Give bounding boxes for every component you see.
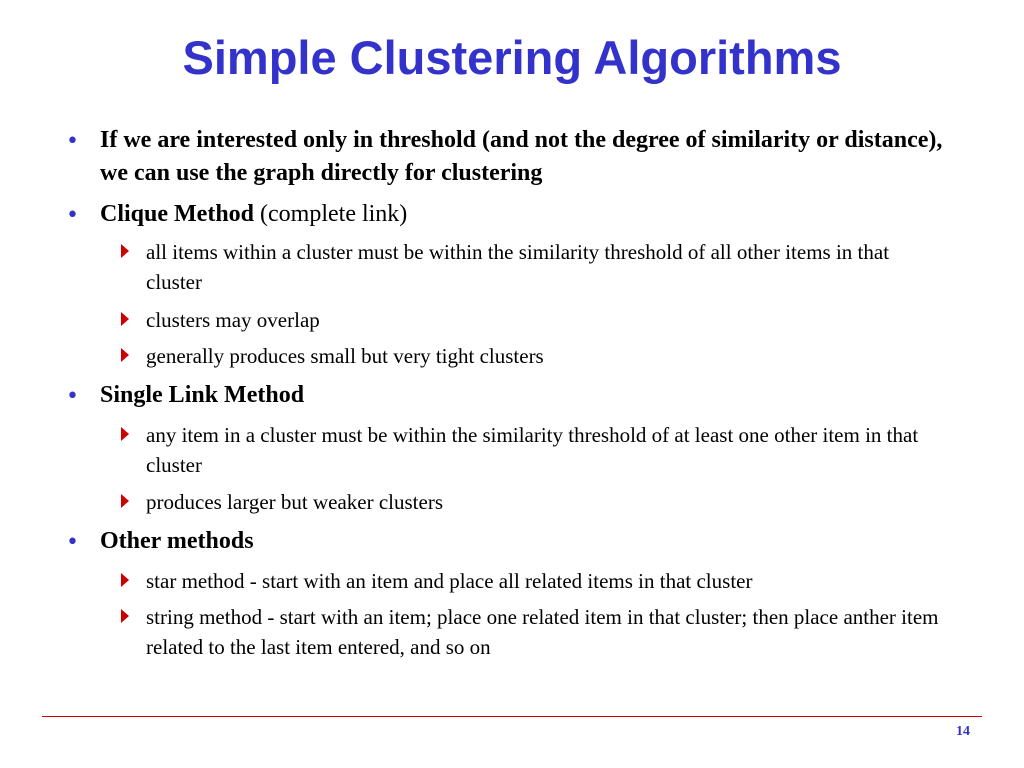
arrow-bullet-icon (121, 244, 129, 258)
bullet-text-normal: (complete link) (260, 201, 408, 227)
arrow-bullet-icon (121, 573, 129, 587)
slide-title: Simple Clustering Algorithms (182, 31, 842, 84)
sub-bullet-text: string method - start with an item; place one related item in that cluster; then place anther item related to the last item entered, and so on (146, 605, 939, 659)
bullet-item (66, 379, 960, 412)
arrow-bullet-icon (121, 312, 129, 326)
sub-bullet-text: all items within a cluster must be within the similarity threshold of all other items in that cluster (146, 240, 890, 294)
bullet-text: Single Link Method (100, 382, 305, 408)
page-number: 14 (956, 724, 970, 739)
bullet-item (66, 198, 960, 231)
arrow-bullet-icon (121, 348, 129, 362)
sub-bullet-item (146, 341, 946, 371)
sub-bullet-text: produces larger but weaker clusters (146, 490, 443, 514)
arrow-bullet-icon (121, 427, 129, 441)
sub-bullet-text: any item in a cluster must be within the similarity threshold of at least one other item in that cluster (146, 423, 919, 477)
bullet-dot-icon: • (66, 384, 79, 409)
bullet-item (66, 525, 960, 558)
sub-bullet-item (146, 487, 946, 517)
bullet-dot-icon: • (66, 203, 79, 228)
bullet-item (66, 124, 960, 190)
arrow-bullet-icon (121, 609, 129, 623)
bullet-dot-icon: • (66, 129, 79, 154)
sub-bullet-item (146, 602, 946, 662)
footer-divider (42, 716, 982, 717)
bullet-text: Other methods (100, 528, 254, 554)
bullet-text: If we are interested only in threshold (and not the degree of similarity or distance), we can use the graph directly for clustering (100, 127, 943, 186)
sub-bullet-text: clusters may overlap (146, 308, 320, 332)
sub-bullet-item (146, 566, 946, 596)
arrow-bullet-icon (121, 494, 129, 508)
bullet-dot-icon: • (66, 530, 79, 555)
sub-bullet-text: generally produces small but very tight clusters (146, 344, 544, 368)
sub-bullet-item (146, 420, 946, 480)
sub-bullet-item (146, 237, 946, 297)
sub-bullet-text: star method - start with an item and place all related items in that cluster (146, 569, 753, 593)
sub-bullet-item (146, 305, 946, 335)
bullet-text: Clique Method (100, 201, 261, 227)
